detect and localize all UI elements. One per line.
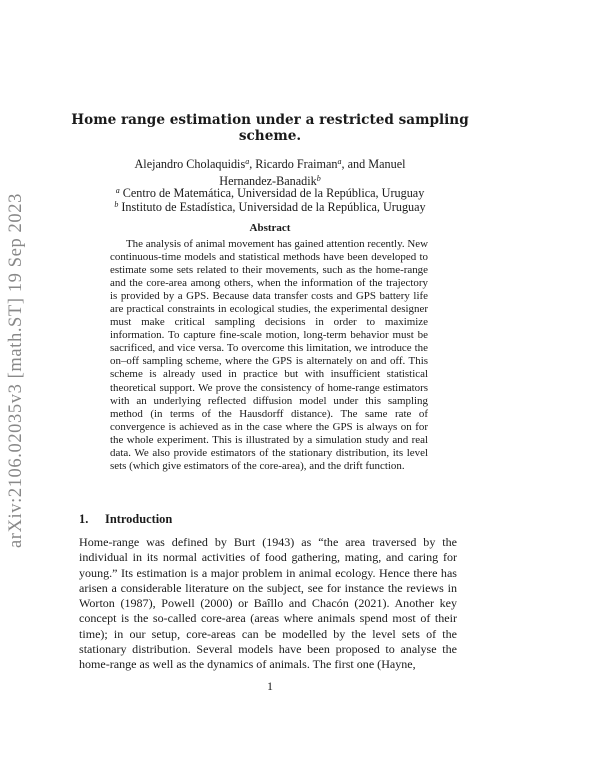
abstract-heading: Abstract <box>249 222 291 234</box>
author-name: Alejandro Cholaquidis <box>134 157 246 171</box>
author-name: , Ricardo Fraiman <box>249 157 338 171</box>
affiliation: $^a$ Centro de Matemática, Universidad de la República, Uruguay <box>115 186 425 200</box>
abstract-text: The analysis of animal movement has gained attention recently. New continuous-time models and statistical methods have been developed to estimate some sets related to their movements, such as the home-range and the core-area among others, when the information of the trajectory is provided by a GPS. Because data transfer costs and GPS battery life are practical constraints in ecological studies, the experimental designer must make critical sampling decisions in order to maximize information. To capture fine-scale motion, long-term behavior must be sacrificed, and vice versa. To overcome this limitation, we introduce the on–off sampling scheme, where the GPS is alternately on and off. This scheme is already used in practice but with insufficient statistical theoretical support. We prove the consistency of home-range estimators with an underlying reflected diffusion model under this sampling method (in terms of the Hausdorff distance). The same rate of convergence is achieved as in the case where the GPS is always on for the whole experiment. This is illustrated by a simulation study and real data. We also provide estimators of the stationary distribution, its level sets (which give estimators of the core-area), and the drift function. <box>110 238 428 472</box>
affiliation-mark: a <box>115 186 120 195</box>
arxiv-identifier: arXiv:2106.02035v3 [math.ST] 19 Sep 2023 <box>6 193 26 548</box>
author-name: , and Manuel <box>341 157 406 171</box>
affiliation-mark: a <box>245 157 250 166</box>
affiliation-mark: b <box>114 200 119 209</box>
affiliation: $^b$ Instituto de Estadística, Universidad de la República, Uruguay <box>114 200 426 214</box>
affiliation-mark: b <box>316 173 321 183</box>
section-heading <box>79 512 172 527</box>
section-body-text: Home-range was defined by Burt (1943) as “the area traversed by the individual in its normal activities of food gathering, mating, and caring for young.” Its estimation is a major problem in animal ecology. Hence there has arisen a considerable literature on the subject, see for instance the reviews in Worton (1987), Powell (2000) or Baîllo and Chacón (2021). Another key concept is the so-called core-area (areas where animals spend most of their time); in our setup, core-areas can be modelled by the level sets of the stationary distribution. Several models have been proposed to analyse the home-range as well as the dynamics of animals. The first one (Hayne, <box>79 535 457 671</box>
affiliation-mark: a <box>337 157 342 166</box>
page-number: 1 <box>267 679 273 693</box>
author-name: Hernandez-Banadik <box>219 173 317 188</box>
paper-title: Home range estimation under a restricted sampling scheme. <box>71 112 469 144</box>
section-title: Introduction <box>105 512 173 526</box>
section-number: 1. <box>79 512 89 526</box>
